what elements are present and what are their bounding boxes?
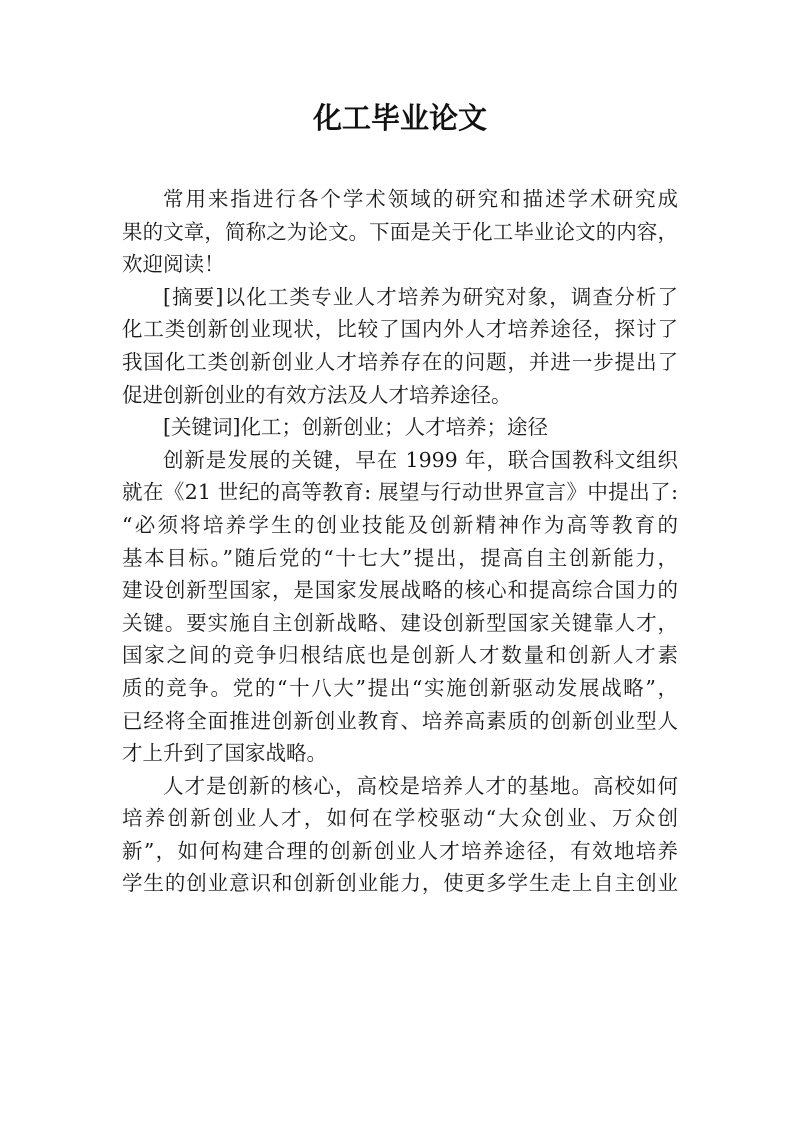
text-line: 已经将全面推进创新创业教育、培养高素质的创新创业型人 [122, 708, 678, 733]
text-line: 人才是创新的核心，高校是培养人才的基地。高校如何 [163, 773, 678, 798]
paragraph [122, 411, 678, 444]
text-line: 欢迎阅读！ [122, 252, 225, 277]
text-line: 质的竞争。党的“十八大”提出“实施创新驱动发展战略”， [122, 675, 678, 700]
text-line: [关键词]化工；创新创业；人才培养；途径 [163, 415, 548, 440]
paragraph [122, 444, 678, 770]
text-line: 培养创新创业人才，如何在学校驱动“大众创业、万众创 [122, 806, 678, 831]
document-body [122, 183, 678, 900]
text-line: 学生的创业意识和创新创业能力，使更多学生走上自主创业 [122, 871, 678, 896]
paragraph [122, 183, 678, 281]
text-line: 新”，如何构建合理的创新创业人才培养途径，有效地培养 [122, 838, 678, 863]
text-line: 就在《21 世纪的高等教育: 展望与行动世界宣言》中提出了: [122, 480, 678, 505]
paragraph [122, 770, 678, 900]
text-line: 创新是发展的关键，早在 1999 年，联合国教科文组织 [163, 447, 678, 472]
text-line: “必须将培养学生的创业技能及创新精神作为高等教育的 [122, 512, 678, 537]
text-line: 建设创新型国家，是国家发展战略的核心和提高综合国力的 [122, 578, 678, 603]
text-line: 国家之间的竞争归根结底也是创新人才数量和创新人才素 [122, 643, 678, 668]
text-line: 我国化工类创新创业人才培养存在的问题，并进一步提出了 [122, 349, 678, 374]
text-line: 促进创新创业的有效方法及人才培养途径。 [122, 382, 512, 407]
text-line: 常用来指进行各个学术领域的研究和描述学术研究成 [163, 187, 678, 211]
text-line: 化工类创新创业现状，比较了国内外人才培养途径，探讨了 [122, 317, 678, 342]
document-title: 化工毕业论文 [312, 101, 487, 135]
paragraph [122, 281, 678, 411]
text-line: [摘要]以化工类专业人才培养为研究对象，调查分析了 [163, 284, 678, 309]
text-line: 关键。要实施自主创新战略、建设创新型国家关键靠人才， [122, 610, 678, 635]
text-line: 才上升到了国家战略。 [122, 741, 327, 766]
text-line: 果的文章，简称之为论文。下面是关于化工毕业论文的内容， [122, 219, 678, 244]
text-line: 基本目标。”随后党的“十七大”提出，提高自主创新能力， [122, 545, 678, 570]
